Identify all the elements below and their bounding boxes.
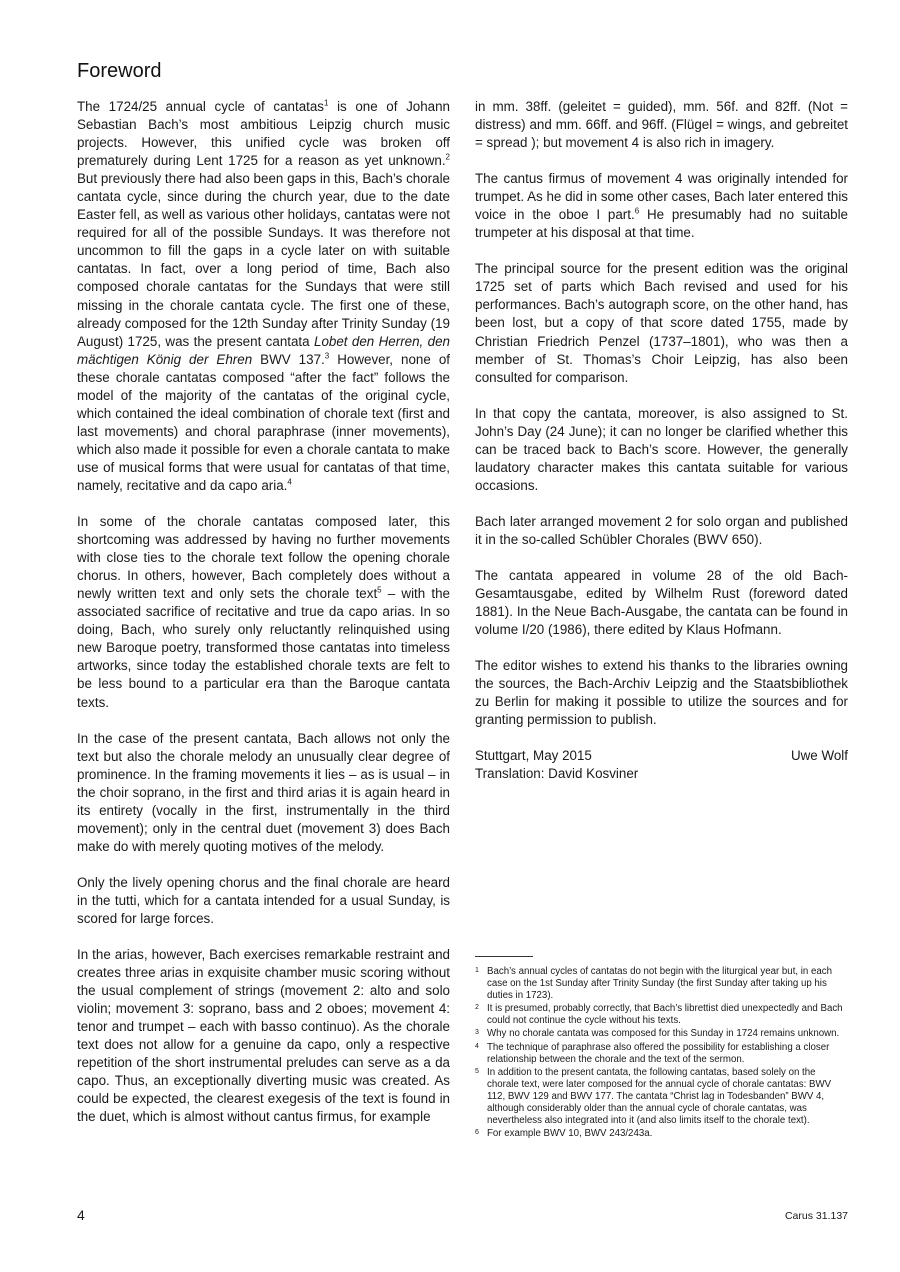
footnote-ref-4[interactable]: 4 [287, 477, 292, 487]
paragraph-sources: The principal source for the present edition was the original 1725 set of parts which Bach revised and used for his performances. Bach’s autograph score, on the other hand, has been lost, but a copy of that score dated 1755, made by Christian Friedrich Penzel (1737–1801), who was then a member of St. Thomas’s Choir Leipzig, has also been consulted for comparison. [475, 261, 848, 385]
footnote-2 [475, 1003, 848, 1027]
footnote-text: It is presumed, probably correctly, that Bach’s librettist died unexpectedly and Bach could not continue the cycle without his texts. [487, 1003, 843, 1027]
footnote-number: 3 [475, 1029, 479, 1037]
footnote-6 [475, 1128, 848, 1140]
footnote-1 [475, 966, 848, 1002]
footnote-text: The technique of paraphrase also offered the possibility for establishing a closer relationship between the chorale and the text of the sermon. [487, 1041, 830, 1065]
footnote-number: 2 [475, 1004, 479, 1012]
footnote-text: In addition to the present cantata, the following cantatas, based solely on the chorale text, were later composed for the annual cycle of chorale cantatas: BWV 112, BWV 129 and BWV 177. The cantata “Christ lag in Todesbanden” BWV 4, although considerably older than the annual cycle of chorale cantatas, was nevertheless also integrated into it (and also limits itself to the chorale text). [487, 1066, 832, 1127]
footnote-number: 1 [475, 967, 479, 974]
footnote-3 [475, 1028, 848, 1040]
place-date: Stuttgart, May 2015 [475, 748, 592, 764]
paragraph-duet-continued: in mm. 38ff. (geleitet = guided), mm. 56f. and 82ff. (Not = distress) and mm. 66ff. and 96ff. (Flügel = wings, and gebreitet = spread ); but movement 4 is also rich in imagery. [475, 99, 848, 151]
footnote-ref-6[interactable]: 6 [634, 206, 640, 216]
text-run: However, none of these chorale cantatas composed “after the fact” follows the model of the majority of the cantatas of the original cycle, which contained the ideal combination of chorale text (first and last movements) and choral paraphrase (inner movements), which also made it possible for even a chorale cantata to make use of musical forms that were usual for cantatas of that time, namely, recitative and da capo aria. [77, 351, 451, 493]
text-run: is one of Johann Sebastian Bach’s most ambitious Leipzig church music projects. However, this unified cycle was broken off prematurely during Lent 1725 for a reason as yet unknown. [77, 99, 450, 169]
text-run: In some of the chorale cantatas composed later, this shortcoming was addressed by having no further movements with close ties to the chorale text follow the opening chorale chorus. In others, however, Bach completely does without a newly written text and only sets the chorale text [77, 514, 450, 602]
footnote-text: Bach’s annual cycles of cantatas do not begin with the liturgical year but, in each case on the 1st Sunday after Trinity Sunday (the first Sunday after taking up his duties in 1723). [487, 966, 833, 1002]
paragraph-later-chorale-cantatas [77, 513, 450, 712]
text-run: The 1724/25 annual cycle of cantatas [77, 99, 325, 114]
page-title: Foreword [77, 60, 162, 82]
footnote-5 [475, 1067, 848, 1127]
paragraph-schubler: Bach later arranged movement 2 for solo organ and published it in the so-called Schübler Chorales (BWV 650). [475, 513, 848, 547]
footnote-number: 4 [475, 1042, 479, 1050]
footnote-text: For example BWV 10, BWV 243/243a. [487, 1128, 653, 1140]
paragraph-st-johns-day: In that copy the cantata, moreover, is also assigned to St. John’s Day (24 June); it can no longer be clarified whether this can be traced back to Bach’s score. However, the generally laudatory character makes this cantata suitable for various occasions. [475, 405, 848, 493]
paragraph-chorale-melody: In the case of the present cantata, Bach allows not only the text but also the chorale melody an unusually clear degree of prominence. In the framing movements it lies – as is usual – in the choir soprano, in the first and third arias it is again heard in its entirety (vocally in the first, instrumentally in the third movement); only in the central duet (movement 3) does Bach make do with merely quoting motives of the melody. [77, 730, 450, 854]
footnote-ref-3[interactable]: 3 [324, 351, 330, 361]
left-column [77, 98, 450, 1144]
catalog-number: Carus 31.137 [784, 1210, 848, 1222]
paragraph-cantus-firmus [475, 170, 848, 242]
footnote-divider [475, 956, 533, 957]
paragraph-cycle-history [77, 98, 450, 495]
footnote-text: Why no chorale cantata was composed for this Sunday in 1724 remains unknown. [487, 1028, 840, 1040]
author-name: Uwe Wolf [790, 748, 848, 764]
paragraph-editions: The cantata appeared in volume 28 of the old Bach-Gesamtausgabe, edited by Wilhelm Rust (foreword dated 1881). In the Neue Bach-Ausgabe, the cantata can be found in volume I/20 (1986), there edited by Klaus Hofmann. [475, 567, 848, 638]
footnote-number: 6 [475, 1129, 479, 1137]
footnote-number: 5 [475, 1067, 479, 1075]
footnote-ref-1[interactable]: 1 [324, 98, 329, 108]
signoff-line [475, 747, 848, 765]
text-run: The cantus firmus of movement 4 was originally intended for trumpet. As he did in some other cases, Bach later entered this voice in the oboe I part. [475, 171, 848, 223]
page-number: 4 [77, 1207, 85, 1223]
paragraph-arias: In the arias, however, Bach exercises remarkable restraint and creates three arias in exquisite chamber music scoring without the usual complement of strings (movement 2: alto and solo violin; movement 3: soprano, bass and 2 oboes; movement 4: tenor and trumpet – each with basso continuo). As the chorale text does not allow for a genuine da capo, only a respective repetition of the short instrumental preludes can serve as a da capo. Thus, an exceptionally diverting music was created. As could be expected, the clearest exegesis of the text is found in the duet, which is almost without cantus firmus, for example [77, 947, 450, 1125]
translator-credit: Translation: David Kosviner [475, 766, 639, 782]
text-run: But previously there had also been gaps in this, Bach’s chorale cantata cycle, since during the church year, due to the date Easter fell, as well as various other holidays, cantatas were not required for all of the possible Sundays. It was therefore not uncommon to fill the gaps in a cycle later on with suitable cantatas. In fact, over a long period of time, Bach also composed chorale cantatas for the Sundays that were still missing in the chorale cantata cycle. The first one of these, already composed for the 12th Sunday after Trinity Sunday (19 August) 1725, was the present cantata [77, 171, 450, 349]
right-column [475, 98, 848, 783]
text-run: – with the associated sacrifice of recitative and true da capo arias. In so doing, Bach, who surely only reluctantly relinquished using new Baroque poetry, transformed those cantatas into timeless artworks, since today the established chorale texts are felt to be less bound to a particular era than the Baroque cantata texts. [77, 586, 450, 710]
footnotes [475, 956, 848, 1141]
cantata-title: Lobet den Herren, den mächtigen König der Ehren [77, 333, 450, 367]
text-run: BWV 137. [252, 351, 325, 367]
footnote-ref-5[interactable]: 5 [377, 585, 382, 595]
text-run: He presumably had no suitable trumpeter at his disposal at that time. [475, 207, 849, 241]
paragraph-acknowledgements: The editor wishes to extend his thanks to the libraries owning the sources, the Bach-Archiv Leipzig and the Staatsbibliothek zu Berlin for making it possible to utilize the sources and for granting permission to publish. [475, 658, 848, 728]
footnote-ref-2[interactable]: 2 [445, 152, 450, 162]
footnote-4 [475, 1042, 848, 1066]
signoff [475, 747, 848, 783]
paragraph-tutti: Only the lively opening chorus and the final chorale are heard in the tutti, which for a cantata intended for a usual Sunday, is scored for large forces. [77, 874, 450, 926]
